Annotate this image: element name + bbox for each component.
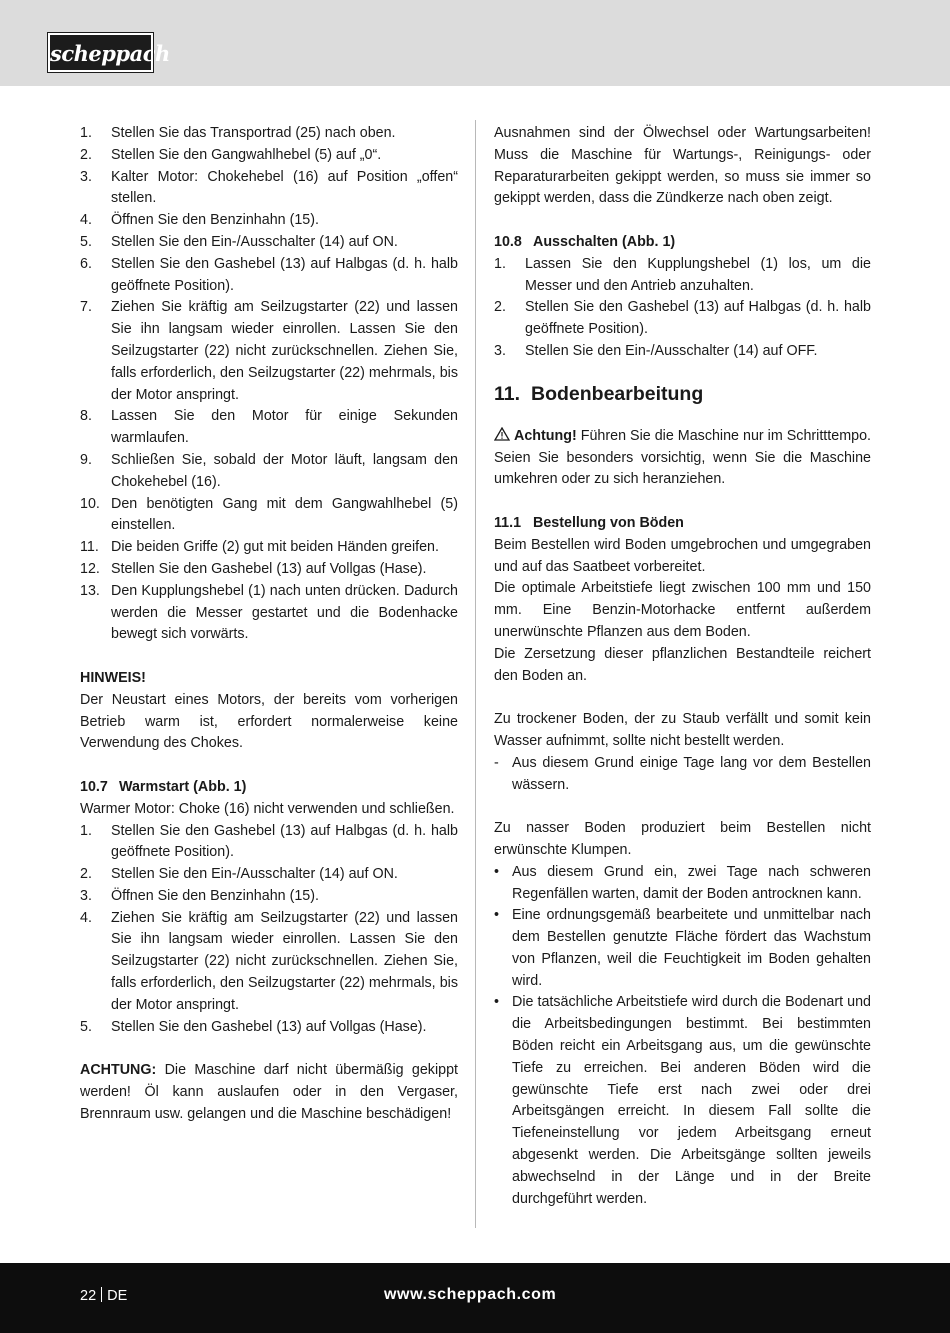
- step-item: [80, 581, 458, 646]
- ausschalten-number: 10.8: [494, 233, 522, 250]
- hinweis-label: HINWEIS!: [80, 669, 146, 686]
- step-number: 8.: [80, 408, 92, 425]
- step-text: Kalter Motor: Chokehebel (16) auf Position „offen“ stellen.: [111, 168, 458, 207]
- step-text: Lassen Sie den Kupplungshebel (1) los, um die Messer und den Antrieb anzuhalten.: [525, 255, 871, 294]
- step-number: 11.: [80, 539, 99, 556]
- step-text: Öffnen Sie den Benzinhahn (15).: [111, 212, 319, 229]
- maintenance-intro: Ausnahmen sind der Ölwechsel oder Wartungsarbeiten! Muss die Maschine für Wartungs-, Reinigungs- oder Reparaturarbeiten gekippt werden, so muss sie immer so gekippt werden, dass die Zündkerze nach oben zeigt.: [494, 125, 871, 207]
- ausschalten-heading: [494, 232, 871, 254]
- step-item: [80, 167, 458, 211]
- step-item: [80, 1017, 458, 1039]
- page-header: [0, 0, 950, 86]
- step-item: [494, 341, 871, 363]
- language-code: DE: [107, 1288, 128, 1304]
- list-item: [494, 992, 871, 1210]
- step-item: [80, 123, 458, 145]
- step-number: 1.: [80, 822, 92, 839]
- step-item: [80, 908, 458, 1017]
- step-item: [80, 537, 458, 559]
- warmstart-intro: Warmer Motor: Choke (16) nicht verwenden und schließen.: [80, 800, 455, 817]
- step-text: Stellen Sie den Gashebel (13) auf Halbgas (d. h. halb geöffnete Position).: [525, 299, 871, 338]
- ausschalten-steps-list: [494, 254, 871, 363]
- bestellung-number: 11.1: [494, 514, 522, 531]
- step-item: [494, 254, 871, 298]
- step-item: [80, 210, 458, 232]
- step-text: Lassen Sie den Motor für einige Sekunden warmlaufen.: [111, 408, 458, 447]
- section-title: Bodenbearbeitung: [531, 382, 704, 405]
- list-item-text: Eine ordnungsgemäß bearbeitete und unmittelbar nach dem Bestellen genutzte Fläche fördert das Wachstum von Pflanzen, weil die Feuchtigkeit im Boden gehalten wird.: [512, 907, 871, 989]
- achtung-paragraph: [80, 1060, 458, 1125]
- warmstart-title: Warmstart (Abb. 1): [119, 778, 247, 795]
- warning-paragraph: [494, 426, 871, 491]
- section-heading: [494, 381, 871, 407]
- step-text: Den benötigten Gang mit dem Gangwahlhebel (5) einstellen.: [111, 495, 458, 534]
- achtung-label: ACHTUNG:: [80, 1062, 157, 1079]
- step-number: 3.: [80, 887, 92, 904]
- step-number: 7.: [80, 299, 92, 316]
- bestellung-paragraph-1: Beim Bestellen wird Boden umgebrochen und umgegraben und auf das Saatbeet vorbereitet.: [494, 536, 871, 575]
- step-text: Stellen Sie den Gashebel (13) auf Vollgas (Hase).: [111, 1018, 427, 1035]
- step-text: Stellen Sie den Ein-/Ausschalter (14) auf ON.: [111, 233, 398, 250]
- step-number: 2.: [80, 866, 92, 883]
- dry-soil-list: [494, 753, 871, 797]
- list-item: [494, 905, 871, 992]
- list-item: [494, 753, 871, 797]
- page-number: 22: [80, 1288, 97, 1304]
- warmstart-number: 10.7: [80, 778, 108, 795]
- list-item-text: Aus diesem Grund einige Tage lang vor dem Bestellen wässern.: [512, 754, 871, 793]
- right-column: [494, 123, 871, 1210]
- section-number: 11.: [494, 382, 521, 405]
- step-text: Stellen Sie das Transportrad (25) nach oben.: [111, 125, 396, 141]
- step-item: [80, 559, 458, 581]
- page-footer: [0, 1263, 950, 1333]
- step-number: 2.: [494, 299, 506, 316]
- bestellung-title: Bestellung von Böden: [533, 514, 684, 531]
- step-text: Ziehen Sie kräftig am Seilzugstarter (22) und lassen Sie ihn langsam wieder einrollen. Lassen Sie den Seilzugstarter (22) nicht zurückschnellen. Ziehen Sie, falls erforderlich, den Seilzugstarter (22) mehrmals, bis der Motor anspringt.: [111, 909, 458, 1013]
- wet-soil-paragraph: Zu nasser Boden produziert beim Bestellen nicht erwünschte Klumpen.: [494, 820, 871, 858]
- step-item: [80, 494, 458, 538]
- step-text: Die beiden Griffe (2) gut mit beiden Händen greifen.: [111, 539, 439, 556]
- brand-logo: scheppach: [48, 33, 153, 72]
- page-number-label: [80, 1287, 127, 1305]
- step-item: [494, 297, 871, 341]
- warning-label: Achtung!: [514, 427, 577, 444]
- list-item: [494, 862, 871, 906]
- step-number: 1.: [494, 255, 506, 272]
- website-url: www.scheppach.com: [384, 1286, 557, 1303]
- achtung-text: Die Maschine darf nicht übermäßig gekippt werden! Öl kann auslaufen oder in den Vergaser, Brennraum usw. gelangen und die Maschine beschädigen!: [80, 1062, 458, 1122]
- step-item: [80, 297, 458, 406]
- step-item: [80, 886, 458, 908]
- step-number: 2.: [80, 146, 92, 163]
- start-steps-list: [80, 123, 458, 646]
- step-item: [80, 145, 458, 167]
- hinweis-text: Der Neustart eines Motors, der bereits vom vorherigen Betrieb warm ist, erfordert normalerweise keine Verwendung des Chokes.: [80, 691, 458, 752]
- step-text: Stellen Sie den Ein-/Ausschalter (14) auf OFF.: [525, 342, 818, 359]
- step-text: Stellen Sie den Gangwahlhebel (5) auf „0“.: [111, 146, 382, 163]
- warning-triangle-icon: [494, 427, 510, 441]
- step-text: Öffnen Sie den Benzinhahn (15).: [111, 887, 319, 904]
- bestellung-paragraph-2: Die optimale Arbeitstiefe liegt zwischen 100 mm und 150 mm. Eine Benzin-Motorhacke entfernt außerdem unerwünschte Pflanzen aus dem Boden.: [494, 580, 871, 640]
- step-item: [80, 254, 458, 298]
- step-number: 5.: [80, 233, 92, 250]
- list-marker: •: [494, 863, 500, 880]
- step-number: 12.: [80, 560, 100, 577]
- list-item-text: Die tatsächliche Arbeitstiefe wird durch die Bodenart und die Arbeitsbedingungen bestimmt. Bei bestimmten Böden reicht ein Arbeitsgang aus, um die gewünschte Tiefe zu erreichen. Bei anderen Böden wird die gewünschte Tiefe erst nach zwei oder drei Arbeitsgängen erreicht. In diesem Fall sollte die Tiefeneinstellung vor jedem Arbeitsgang erneut abgesenkt werden. Die Arbeitsgänge sollten jeweils abwechselnd in der Länge und in der Breite durchgeführt werden.: [512, 994, 871, 1207]
- step-text: Den Kupplungshebel (1) nach unten drücken. Dadurch werden die Messer gestartet und die Bodenhacke bewegt sich vorwärts.: [111, 582, 458, 643]
- step-number: 10.: [80, 495, 100, 512]
- bestellung-paragraph-3: Die Zersetzung dieser pflanzlichen Bestandteile reichert den Boden an.: [494, 645, 871, 684]
- step-text: Stellen Sie den Gashebel (13) auf Vollgas (Hase).: [111, 560, 427, 577]
- list-marker: •: [494, 907, 500, 924]
- step-number: 6.: [80, 255, 92, 272]
- list-marker: -: [494, 754, 499, 771]
- step-text: Stellen Sie den Gashebel (13) auf Halbgas (d. h. halb geöffnete Position).: [111, 822, 458, 861]
- wet-soil-list: [494, 862, 871, 1211]
- step-item: [80, 864, 458, 886]
- step-text: Schließen Sie, sobald der Motor läuft, langsam den Chokehebel (16).: [111, 451, 458, 490]
- step-text: Stellen Sie den Ein-/Ausschalter (14) auf ON.: [111, 866, 398, 883]
- warmstart-steps-list: [80, 821, 458, 1039]
- step-number: 3.: [494, 342, 506, 359]
- column-divider: [475, 120, 476, 1228]
- step-item: [80, 821, 458, 865]
- step-item: [80, 232, 458, 254]
- dry-soil-paragraph: Zu trockener Boden, der zu Staub verfällt und somit kein Wasser aufnimmt, sollte nicht bestellt werden.: [494, 711, 871, 749]
- step-number: 9.: [80, 451, 92, 468]
- step-text: Stellen Sie den Gashebel (13) auf Halbgas (d. h. halb geöffnete Position).: [111, 255, 458, 294]
- list-marker: •: [494, 994, 500, 1011]
- step-item: [80, 450, 458, 494]
- step-number: 4.: [80, 909, 92, 926]
- step-item: [80, 406, 458, 450]
- step-number: 1.: [80, 125, 92, 141]
- left-column: [80, 123, 458, 1126]
- step-text: Ziehen Sie kräftig am Seilzugstarter (22) und lassen Sie ihn langsam wieder einrollen. Lassen Sie den Seilzugstarter (22) nicht zurückschnellen. Ziehen Sie, falls erforderlich, den Seilzugstarter (22) mehrmals, bis der Motor anspringt.: [111, 299, 458, 403]
- footer-separator: [101, 1287, 102, 1302]
- step-number: 4.: [80, 212, 92, 229]
- warning-text: Führen Sie die Maschine nur im Schritttempo. Seien Sie besonders vorsichtig, wenn Sie die Maschine umkehren oder zu sich heranziehen.: [494, 427, 871, 488]
- bestellung-heading: [494, 513, 871, 535]
- list-item-text: Aus diesem Grund ein, zwei Tage nach schweren Regenfällen warten, damit der Boden antrocknen kann.: [512, 863, 871, 902]
- ausschalten-title: Ausschalten (Abb. 1): [533, 233, 676, 250]
- step-number: 5.: [80, 1018, 92, 1035]
- step-number: 13.: [80, 582, 100, 599]
- warmstart-heading: [80, 777, 458, 799]
- step-number: 3.: [80, 168, 92, 185]
